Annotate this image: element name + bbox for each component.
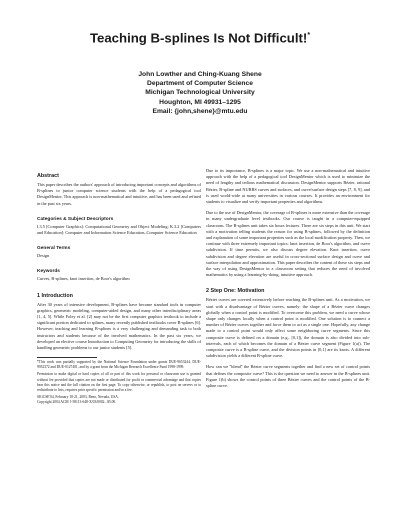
categories-body: I.3.5 [Computer Graphics]: Computational Geometry and Object Modeling; K.3.2 [Computers and Education]: Computer and Information Science Education–Computer Science Education — [37, 223, 201, 236]
right-paragraph-3: Bézier curves are covered extensively before reaching the B-splines unit. As a motivation, we start with a disadvantage of Bézier curves, namely: the shape of a Bézier curve changes globally when a control point is modified. To overcome this problem, we need a curve whose shape only changes locally when a control point is modified. One solution is to connect a number of Bézier curves together and force them to act as a single one. Hopefully, any change made to a control point would only affect some neighboring curve segments. Since this composite curve is defined on a domain (e.g., [0,1]), the domain is also divided into sub-intervals, each of which becomes the domain of a Bézier curve segment (Figure 1(a)). The composite curve is a B-spline curve, and the division points in [0,1] are its knots. A different subdivision yields a different B-spline curve. — [206, 297, 370, 359]
categories-heading: Categories & Subject Descriptors — [37, 216, 114, 222]
introduction-heading: 1 Introduction — [37, 292, 73, 299]
right-paragraph-1: Due to its importance, B-splines is a major topic. We use a non-mathematical and intuitive approach with the help of a pedagogical tool DesignMentor which is used to minimize the need of lengthy and tedious mathematical discussion. DesignMentor supports Bézier, rational Bézier, B-spline and NURBS curves and surfaces, and curve/surface design steps [7, 8, 9], and is used world-wide at many universities in various courses. It provides an environment for students to visualize and verify important properties and algorithms. — [206, 168, 370, 205]
abstract-body: This paper describes the authors' approach of introducing important concepts and algorithms of B-splines to junior computer science students with the help of a pedagogical tool DesignMentor. This approach is non-mathematical and intuitive, and has been used and refined in the past six years. — [37, 182, 201, 206]
abstract-heading: Abstract — [37, 173, 59, 179]
city: Houghton, MI 49931–1295 — [159, 98, 241, 106]
right-paragraph-4: How can we "blend" the Bézier curve segments together and find a new set of control points that defines the composite curve? This is the question we need to answer in the B-splines unit. Figure 1(b) shows the control points of three Bézier curves and the control points of the B-spline curve. — [206, 364, 370, 389]
paper-title: Teaching B-splines Is Not Difficult!* — [89, 30, 311, 46]
title-footnote-mark: * — [307, 32, 311, 39]
general-terms-heading: General Terms — [37, 246, 71, 252]
footnote-permission: Permission to make digital or hard copies of all or part of this work for personal or classroom use is granted without fee provided that copies are not made or distributed for profit or commercial advantage and that copies bear this notice and the full citation on the first page. To copy otherwise, or republish, to post on servers or to redistribute to lists, requires prior specific permission and/or a fee. — [37, 372, 201, 392]
footnote-copyright: Copyright 2004 ACM 1-58113-648-X/03/0002...$5.00. — [37, 399, 117, 404]
general-terms-body: Design — [37, 253, 50, 259]
left-column — [37, 172, 201, 407]
email: Email: {john,shene}@mtu.edu — [152, 107, 248, 115]
footnote-block — [37, 357, 201, 405]
university: Michigan Technological University — [145, 89, 255, 97]
footnote-venue: SIGCSE'04, February 18-21, 2003, Reno, Nevada, USA. — [37, 394, 119, 399]
author-block — [0, 70, 400, 116]
footnote-rule — [37, 357, 97, 358]
footnote-grant: *This work was partially supported by the National Science Foundation under grants DUE-9653244, DUE-9952372 and DUE-0127401, and by a grant from the Michigan Research Excellence Fund 1998-1999. — [37, 360, 201, 370]
author-names: John Lowther and Ching-Kuang Shene — [138, 71, 262, 78]
keywords-heading: Keywords — [37, 269, 60, 275]
keywords-body: Curves, B-splines, knot insertion, de Boor's algorithm — [37, 276, 130, 282]
right-paragraph-2: Due to the use of DesignMentor, the coverage of B-splines is more extensive than the coverage in many undergraduate level textbooks. Our course is taught in a computer-equipped classroom. The B-splines unit takes six hours lectures. There are six steps in this unit. We start with a motivation telling students the reason for using B-splines, followed by the definition and explanation of some important properties such as the local modification property. Then, we continue with three extremely important topics: knot insertion, de Boor's algorithm, and curve subdivision. If time permits, we also discuss degree elevation. Knot insertion, curve subdivision and degree elevation are useful in cross-sectional surface design and curve and surface interpolation and approximation. This paper describes the content of these six steps and the way of using DesignMentor in a classroom setting that reduces the need of involved mathematics by using a learning-by-doing, intuitive approach. — [206, 210, 370, 278]
introduction-body: After 30 years of intensive development, B-splines have become standard tools in computer graphics, geometric modeling, computer-aided design, and many other interdisciplinary areas [1, 4, 5]. While Foley et al. [2] may not be the first computer graphics textbook to include a significant portion dedicated to splines, many recently published textbooks cover B-splines [6]. However, teaching and learning B-splines is a very challenging and demanding task to both instructors and students because of the involved mathematics. In the past six years, we developed an elective course Introduction to Computing Geometry for introducing the skills of handling geometric problems to our junior students [5]. — [37, 301, 201, 351]
department: Department of Computer Science — [147, 80, 253, 88]
step-one-heading: 2 Step One: Motivation — [206, 288, 265, 295]
right-column — [206, 168, 370, 394]
